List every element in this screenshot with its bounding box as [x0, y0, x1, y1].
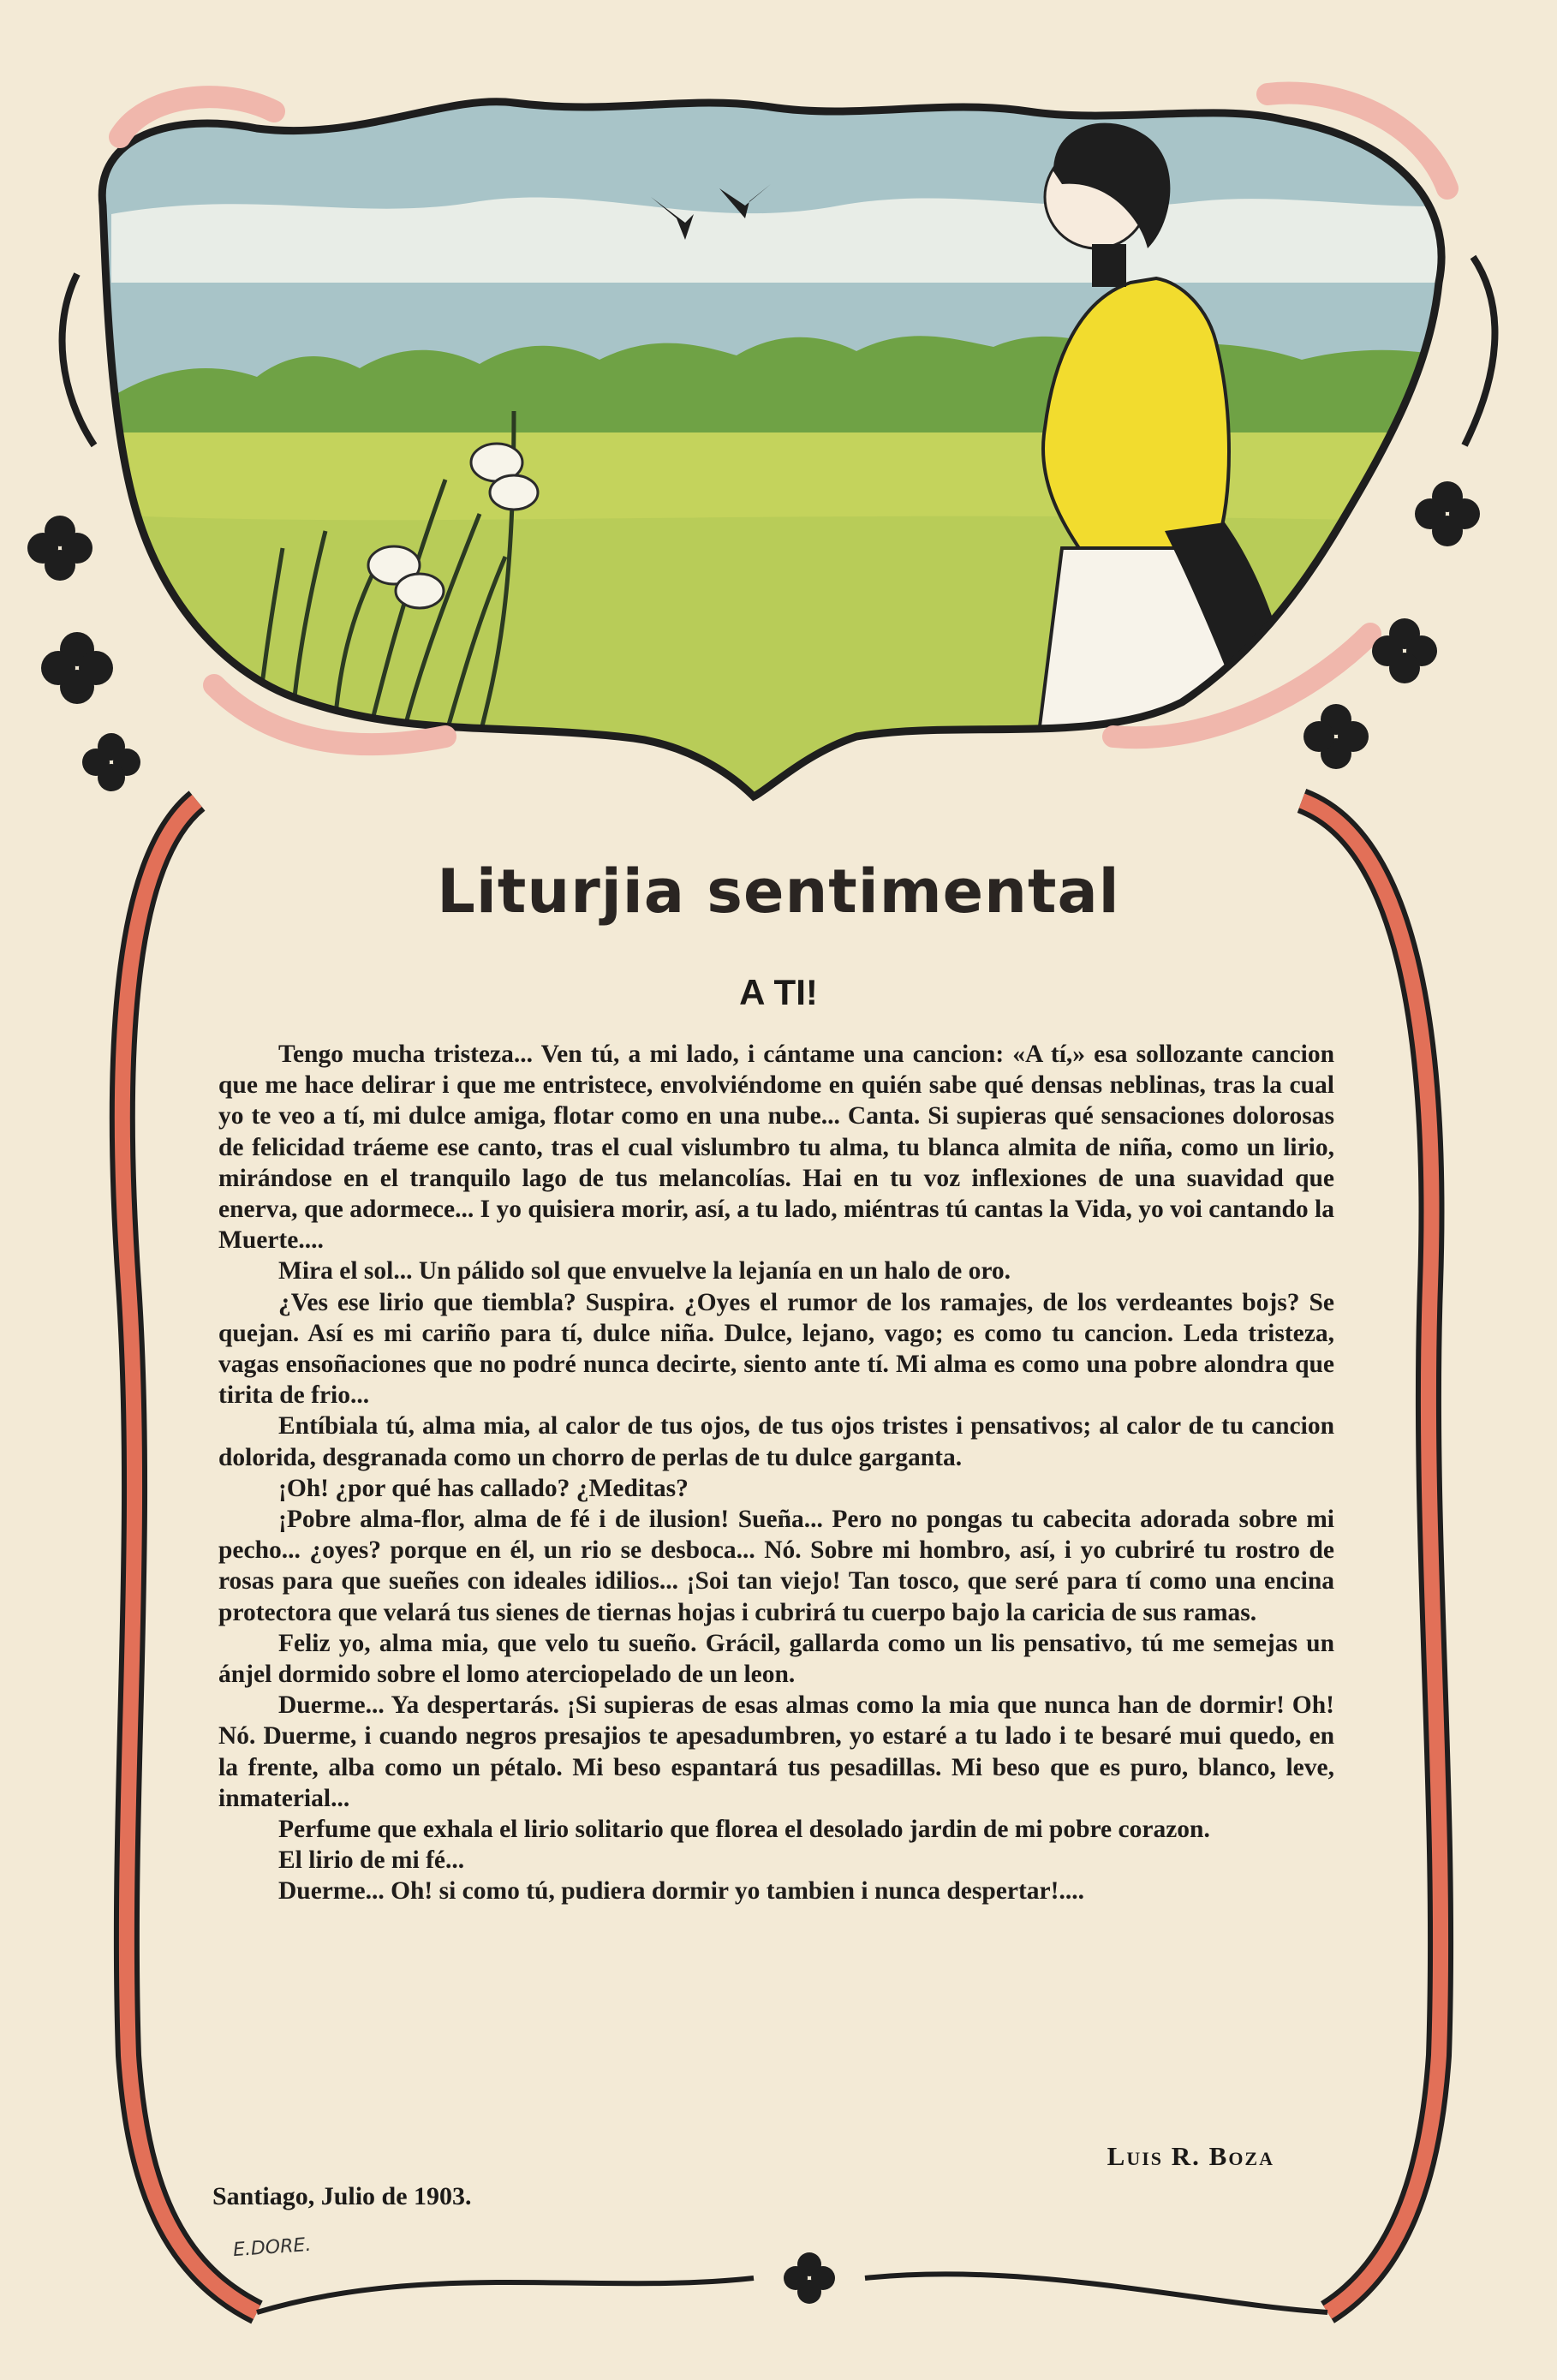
poem-paragraph: Entíbiala tú, alma mia, al calor de tus ojos, de tus ojos tristes i pensativos; al calor de tu cancion dolorida, desgranada como un chorro de perlas de tu dulce garganta. — [218, 1412, 1334, 1471]
poem-paragraph: Feliz yo, alma mia, que velo tu sueño. Grácil, gallarda como un lis pensativo, tú me semejas un ánjel dormido sobre el lomo aterciopelado de un leon. — [218, 1629, 1334, 1689]
poem-paragraph: ¡Oh! ¿por qué has callado? ¿Meditas? — [278, 1474, 689, 1502]
poem-paragraph: Duerme... Ya despertarás. ¡Si supieras de esas almas como la mia que nunca han de dormir! Oh! Nó. Duerme, i cuando negros presajios te apesadumbren, yo estaré a tu lado i te besaré mui quedo, en la frente, alba como un pétalo. Mi beso espantará tus pesadillas. Mi beso que es puro, blanco, leve, inmaterial... — [218, 1691, 1334, 1812]
poem-paragraph: ¿Ves ese lirio que tiembla? Suspira. ¿Oyes el rumor de los ramajes, de los verdeantes bojs? Se quejan. Así es mi cariño para tí, dulce niña. Dulce, lejano, vago; es como tu cancion. Leda tristeza, vagas ensoñaciones que no podré nunca decirte, siento ante tí. Mi alma es como una pobre alondra que tirita de frio... — [218, 1288, 1334, 1410]
poem-paragraph: Tengo mucha tristeza... Ven tú, a mi lado, i cántame una cancion: «A tí,» esa sollozante cancion que me hace delirar i que me entristece, envolviéndome en quién sabe qué densas neblinas, tras la cual yo te veo a tí, mi dulce amiga, flotar como en una nube... Canta. Si supieras qué sensaciones dolorosas de felicidad tráeme ese canto, tras el cual vislumbro tu alma, tu blanca almita de niña, como un lirio, mirándose en el tranquilo lago de tus melancolías. Hai en tu voz inflexiones de una suavidad que enerva, que adormece... I yo quisiera morir, así, a tu lado, miéntras tú cantas la Vida, yo voi cantando la Muerte.... — [218, 1041, 1334, 1255]
poem-paragraph: ¡Pobre alma-flor, alma de fé i de ilusion! Sueña... Pero no pongas tu cabecita adorada sobre mi pecho... ¿oyes? porque en él, un rio se desboca... Nó. Sobre mi hombro, así, i yo cubriré tu rostro de rosas para que sueñes con ideales idilios... ¡Soi tan viejo! Tan tosco, que seré para tí como una encina protectora que velará tus sienes de tiernas hojas i cubrirá tu cuerpo bajo la caricia de sus ramas. — [218, 1506, 1334, 1626]
poem-body — [218, 1039, 1334, 1907]
poem-paragraph: Mira el sol... Un pálido sol que envuelve la lejanía en un halo de oro. — [278, 1257, 1011, 1285]
dateline: Santiago, Julio de 1903. — [212, 2182, 472, 2210]
poem-paragraph: El lirio de mi fé... — [278, 1846, 465, 1875]
poem-paragraph: Perfume que exhala el lirio solitario que florea el desolado jardin de mi pobre corazon. — [278, 1816, 1210, 1844]
author-signature: Luis R. Boza — [1107, 2141, 1274, 2171]
artist-signature: E.DORE. — [232, 2234, 313, 2262]
page-title: Liturjia sentimental — [437, 856, 1120, 927]
poem-paragraph: Duerme... Oh! si como tú, pudiera dormir yo tambien i nunca despertar!.... — [278, 1877, 1084, 1906]
poem-subtitle: A TI! — [739, 972, 818, 1012]
